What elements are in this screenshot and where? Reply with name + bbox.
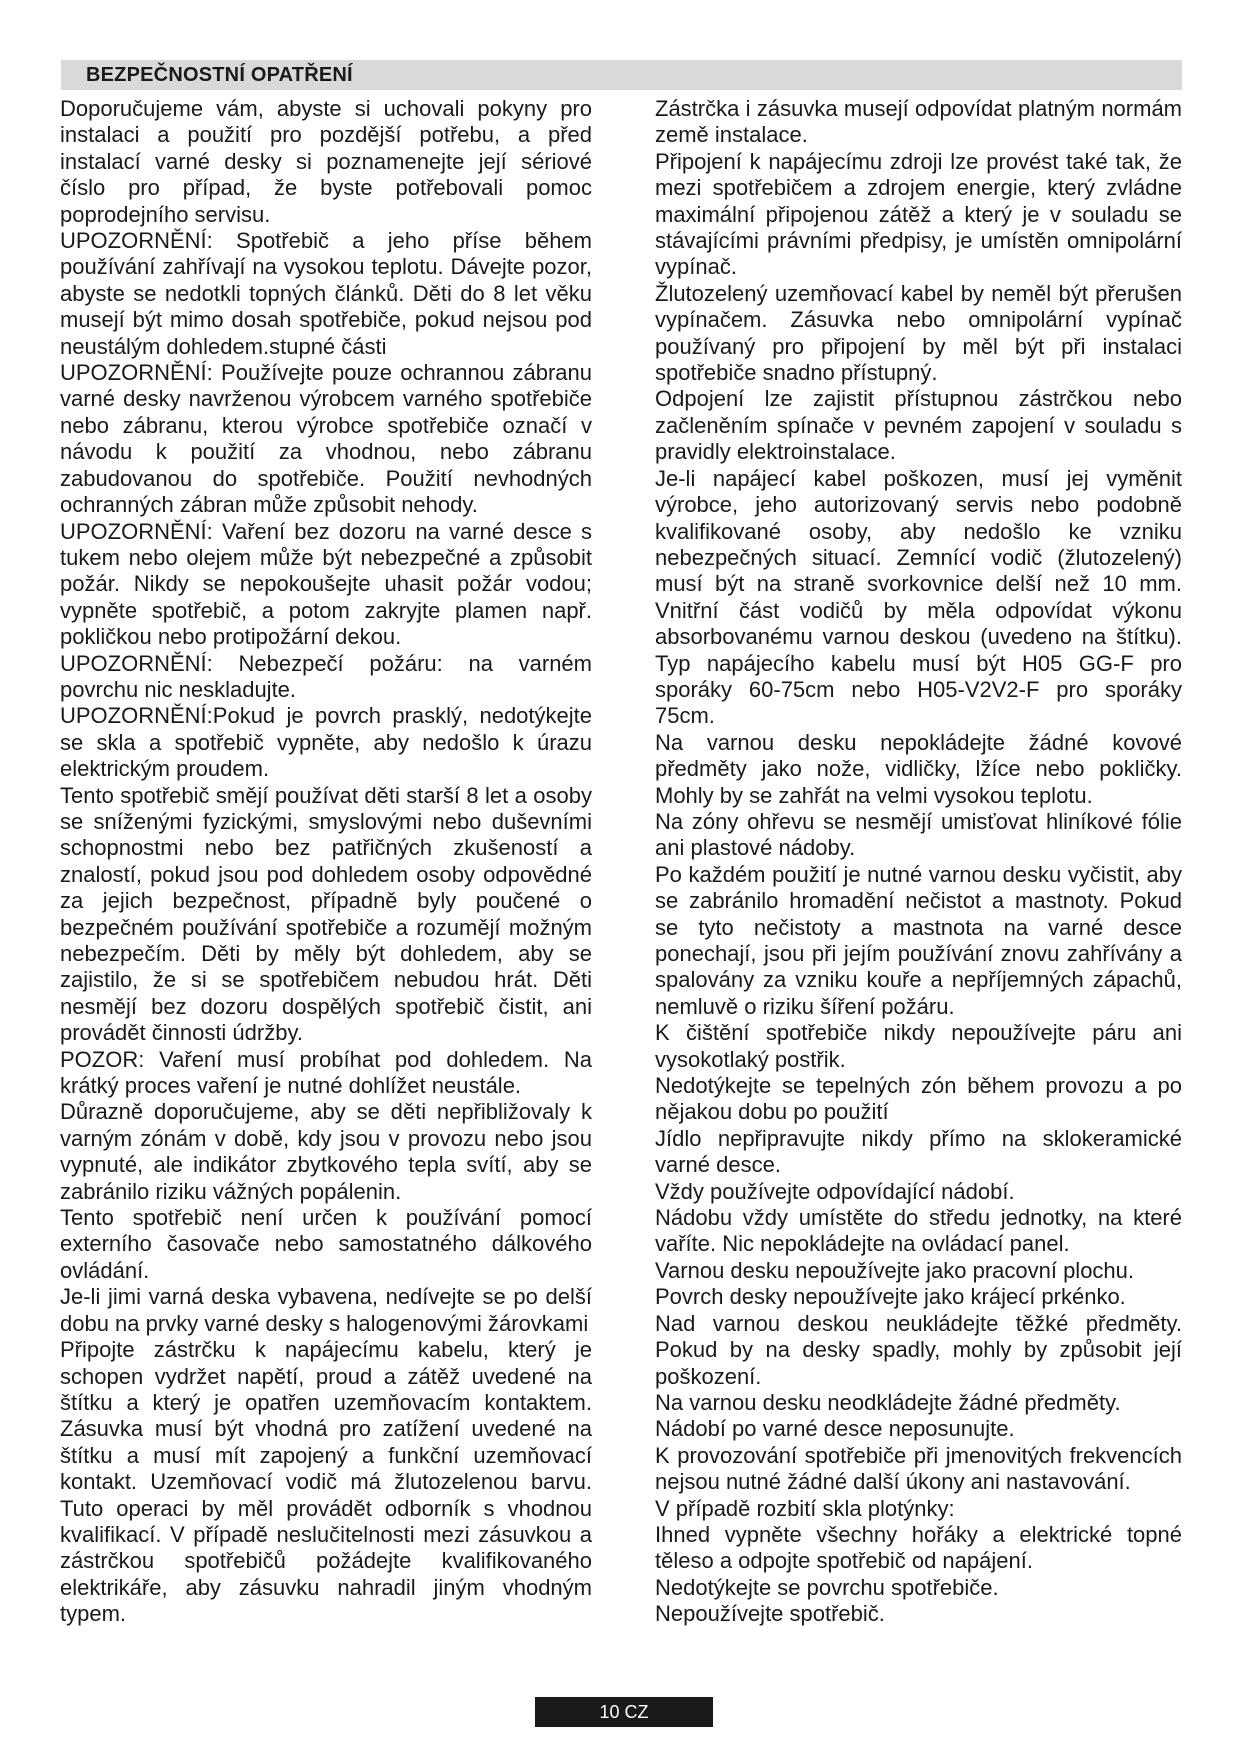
paragraph: Povrch desky nepoužívejte jako krájecí prkénko. [655, 1284, 1126, 1310]
paragraph: Nad varnou deskou neukládejte těžké předměty. Pokud by na desky spadly, mohly by způsobit její poškození. [655, 1310, 1182, 1389]
paragraph: Na zóny ohřevu se nesmějí umisťovat hliníkové fólie ani plastové nádoby. [655, 808, 1182, 861]
paragraph: Tento spotřebič není určen k používání pomocí externího časovače nebo samostatného dálkového ovládání. [60, 1205, 592, 1283]
paragraph: Připojte zástrčku k napájecímu kabelu, který je schopen vydržet napětí, proud a zátěž uvedené na štítku a který je opatřen uzemňovacím kontaktem. Zásuvka musí být vhodná pro zatížení uvedené na štítku a musí mít zapojený a funkční uzemňovací kontakt. Uzemňovací vodič má žlutozelenou barvu. Tuto operaci by měl provádět odborník s vhodnou kvalifikací. V případě neslučitelnosti mezi zásuvkou a zástrčkou spotřebičů požádejte kvalifikovaného elektrikáře, aby zásuvku nahradil jiným vhodným typem. [60, 1337, 592, 1627]
paragraph: Zástrčka i zásuvka musejí odpovídat platným normám země instalace. [655, 96, 1182, 148]
paragraph: UPOZORNĚNÍ: Nebezpečí požáru: na varném povrchu nic neskladujte. [60, 650, 592, 702]
paragraph: Je-li jimi varná deska vybavena, nedívejte se po delší dobu na prvky varné desky s halogenovými žárovkami [60, 1284, 592, 1336]
paragraph: Nepoužívejte spotřebič. [655, 1601, 885, 1627]
paragraph: Varnou desku nepoužívejte jako pracovní plochu. [655, 1257, 1135, 1283]
paragraph: K čištění spotřebiče nikdy nepoužívejte páru ani vysokotlaký postřik. [655, 1020, 1182, 1072]
left-column [60, 96, 592, 1628]
paragraph: K provozování spotřebiče při jmenovitých frekvencích nejsou nutné žádné další úkony ani nastavování. [655, 1442, 1182, 1495]
right-column [655, 96, 1182, 1628]
paragraph: POZOR: Vaření musí probíhat pod dohledem. Na krátký proces vaření je nutné dohlížet neustále. [60, 1046, 592, 1099]
section-header-bar [61, 60, 1182, 90]
paragraph: UPOZORNĚNÍ: Vaření bez dozoru na varné desce s tukem nebo olejem může být nebezpečné a způsobit požár. Nikdy se nepokoušejte uhasit požár vodou; vypněte spotřebič, a potom zakryjte plamen např. pokličkou nebo protipožární dekou. [60, 518, 592, 650]
paragraph: Odpojení lze zajistit přístupnou zástrčkou nebo začleněním spínače v pevném zapojení v souladu s pravidly elektroinstalace. [655, 386, 1182, 465]
paragraph: V případě rozbití skla plotýnky: [655, 1495, 955, 1521]
paragraph: Ihned vypněte všechny hořáky a elektrické topné těleso a odpojte spotřebič od napájení. [655, 1521, 1182, 1574]
paragraph: Důrazně doporučujeme, aby se děti nepřibližovaly k varným zónám v době, kdy jsou v provozu nebo jsou vypnuté, ale indikátor zbytkového tepla svítí, aby se zabránilo riziku vážných popálenin. [60, 1099, 592, 1204]
paragraph: Na varnou desku neodkládejte žádné předměty. [655, 1389, 1121, 1415]
paragraph: UPOZORNĚNÍ: Spotřebič a jeho příse během používání zahřívají na vysokou teplotu. Dávejte pozor, abyste se nedotkli topných článků. Děti do 8 let věku musejí být mimo dosah spotřebiče, pokud nejsou pod neustálým dohledem.stupné části [60, 228, 592, 359]
paragraph: Tento spotřebič smějí používat děti starší 8 let a osoby se sníženými fyzickými, smyslovými nebo duševními schopnostmi nebo bez patřičných zkušeností a znalostí, pokud jsou pod dohledem osoby odpovědné za jejich bezpečnost, případně byly poučené o bezpečném používání spotřebiče a rozumějí možným nebezpečím. Děti by měly být dohledem, aby se zajistilo, že si se spotřebičem nebudou hrát. Děti nesmějí bez dozoru dospělých spotřebič čistit, ani provádět činnosti údržby. [60, 782, 592, 1046]
paragraph: Nádobu vždy umístěte do středu jednotky, na které vaříte. Nic nepokládejte na ovládací panel. [655, 1205, 1182, 1257]
paragraph: Je-li napájecí kabel poškozen, musí jej vyměnit výrobce, jeho autorizovaný servis nebo podobně kvalifikované osoby, aby nedošlo ke vzniku nebezpečných situací. Zemnící vodič (žlutozelený) musí být na straně svorkovnice delší než 10 mm. Vnitřní část vodičů by měla odpovídat výkonu absorbovanému varnou deskou (uvedeno na štítku). Typ napájecího kabelu musí být H05 GG-F pro sporáky 60-75cm nebo H05-V2V2-F pro sporáky 75cm. [655, 465, 1182, 729]
paragraph: Doporučujeme vám, abyste si uchovali pokyny pro instalaci a použití pro pozdější potřebu, a před instalací varné desky si poznamenejte její sériové číslo pro případ, že byste potřebovali pomoc poprodejního servisu. [60, 96, 592, 227]
paragraph: Připojení k napájecímu zdroji lze provést také tak, že mezi spotřebičem a zdrojem energie, který zvládne maximální připojenou zátěž a který je v souladu se stávajícími právními předpisy, je umístěn omnipolární vypínač. [655, 148, 1182, 280]
paragraph: Po každém použití je nutné varnou desku vyčistit, aby se zabránilo hromadění nečistot a mastnoty. Pokud se tyto nečistoty a mastnota na varné desce ponechají, jsou při jejím používání znovu zahřívány a spalovány za vzniku kouře a nepříjemných zápachů, nemluvě o riziku šíření požáru. [655, 861, 1182, 1019]
paragraph: Jídlo nepřipravujte nikdy přímo na sklokeramické varné desce. [655, 1125, 1182, 1178]
paragraph: Nedotýkejte se povrchu spotřebiče. [655, 1574, 999, 1600]
paragraph: UPOZORNĚNÍ: Používejte pouze ochrannou zábranu varné desky navrženou výrobcem varného spotřebiče nebo zábranu, kterou výrobce spotřebiče označí v návodu k použití za vhodnou, nebo zábranu zabudovanou do spotřebiče. Použití nevhodných ochranných zábran může způsobit nehody. [60, 360, 592, 518]
page-number-badge: 10 CZ [535, 1697, 713, 1727]
paragraph: Nádobí po varné desce neposunujte. [655, 1416, 1015, 1442]
section-title: BEZPEČNOSTNÍ OPATŘENÍ [86, 64, 353, 86]
paragraph: UPOZORNĚNÍ:Pokud je povrch prasklý, nedotýkejte se skla a spotřebič vypněte, aby nedošlo k úrazu elektrickým proudem. [60, 703, 592, 782]
paragraph: Na varnou desku nepokládejte žádné kovové předměty jako nože, vidličky, lžíce nebo pokličky. Mohly by se zahřát na velmi vysokou teplotu. [655, 729, 1182, 808]
paragraph: Žlutozelený uzemňovací kabel by neměl být přerušen vypínačem. Zásuvka nebo omnipolární vypínač používaný pro připojení by měl být při instalaci spotřebiče snadno přístupný. [655, 280, 1182, 386]
paragraph: Vždy používejte odpovídající nádobí. [655, 1178, 1015, 1204]
paragraph: Nedotýkejte se tepelných zón během provozu a po nějakou dobu po použití [655, 1073, 1182, 1125]
